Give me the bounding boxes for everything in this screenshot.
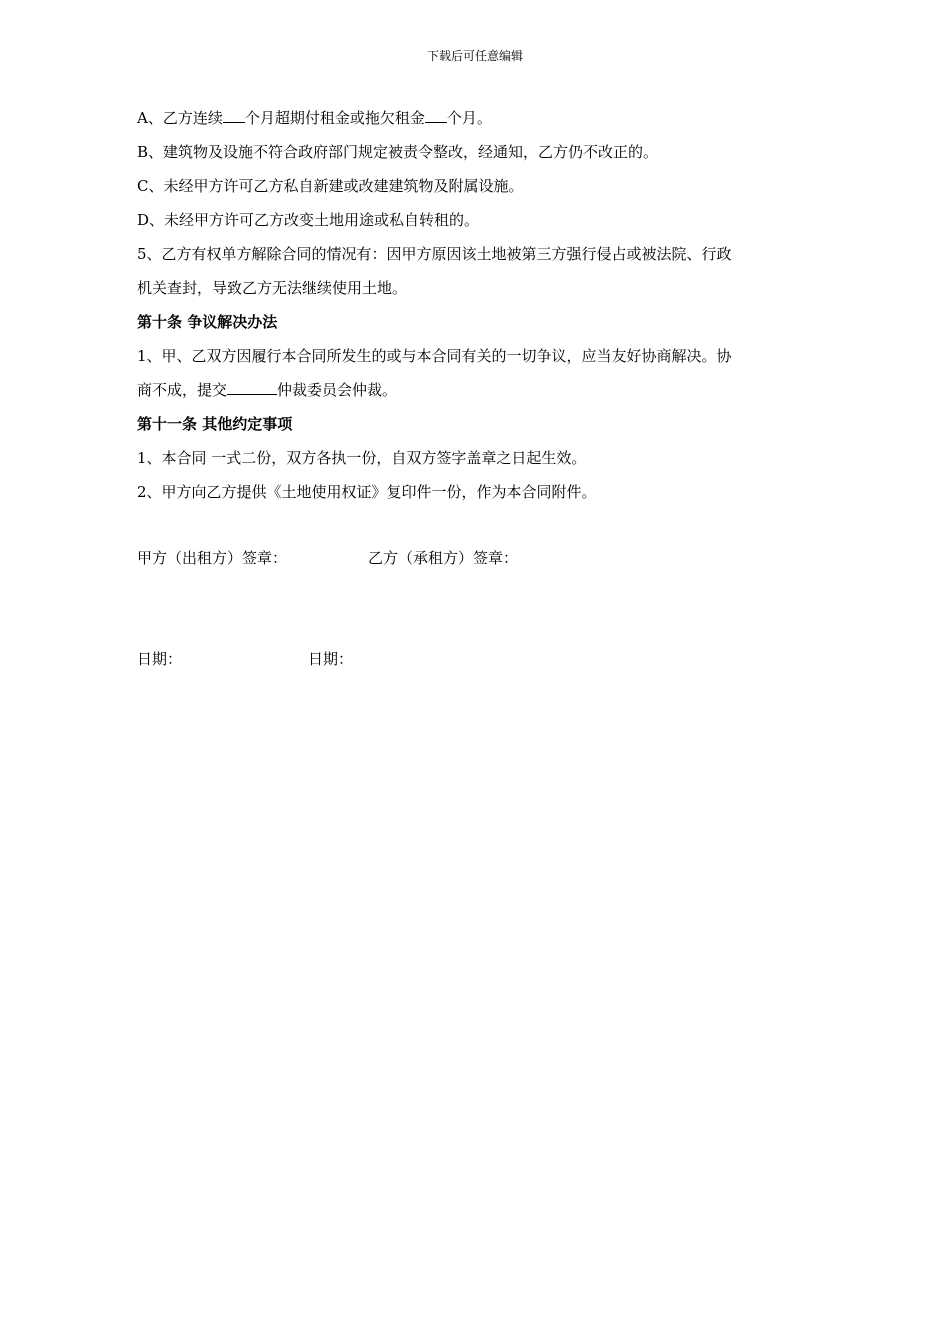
party-a-signature-label: 甲方（出租方）签章： (137, 549, 288, 567)
fill-blank-months-overdue (223, 106, 245, 123)
clause-5-line2: 机关查封，导致乙方无法继续使用土地。 (137, 279, 408, 297)
clause-a-mid: 个月超期付租金或拖欠租金 (244, 109, 425, 127)
clause-a (137, 106, 807, 140)
article-10-item1-suffix: 仲裁委员会仲裁。 (277, 381, 398, 399)
page-header-note: 下载后可任意编辑 (426, 49, 523, 63)
article-10-item1-line2 (137, 378, 807, 412)
article-10-title: 第十条 争议解决办法 (137, 313, 278, 331)
article-10-item1-prefix: 商不成，提交 (137, 381, 228, 399)
contract-body (137, 106, 807, 514)
clause-c: C、未经甲方许可乙方私自新建或改建建筑物及附属设施。 (137, 177, 524, 195)
fill-blank-arbitration-committee (227, 378, 277, 395)
party-b-date-label: 日期： (308, 650, 354, 668)
party-a-date-label: 日期： (137, 650, 183, 668)
article-11-item2: 2、甲方向乙方提供《土地使用权证》复印件一份，作为本合同附件。 (137, 483, 597, 501)
clause-b: B、建筑物及设施不符合政府部门规定被责令整改，经通知，乙方仍不改正的。 (137, 143, 659, 161)
article-11-item1: 1、本合同 一式二份，双方各执一份，自双方签字盖章之日起生效。 (137, 449, 587, 467)
clause-a-suffix: 个月。 (446, 109, 492, 127)
fill-blank-months-arrears (425, 106, 447, 123)
clause-a-prefix: A、乙方连续 (137, 109, 223, 127)
article-11-title: 第十一条 其他约定事项 (137, 415, 293, 433)
clause-5-line1: 5、乙方有权单方解除合同的情况有：因甲方原因该土地被第三方强行侵占或被法院、行政 (137, 245, 732, 263)
article-10-item1-line1: 1、甲、乙双方因履行本合同所发生的或与本合同有关的一切争议，应当友好协商解决。协 (137, 347, 732, 365)
party-b-signature-label: 乙方（承租方）签章： (368, 549, 519, 567)
clause-d: D、未经甲方许可乙方改变土地用途或私自转租的。 (137, 211, 480, 229)
